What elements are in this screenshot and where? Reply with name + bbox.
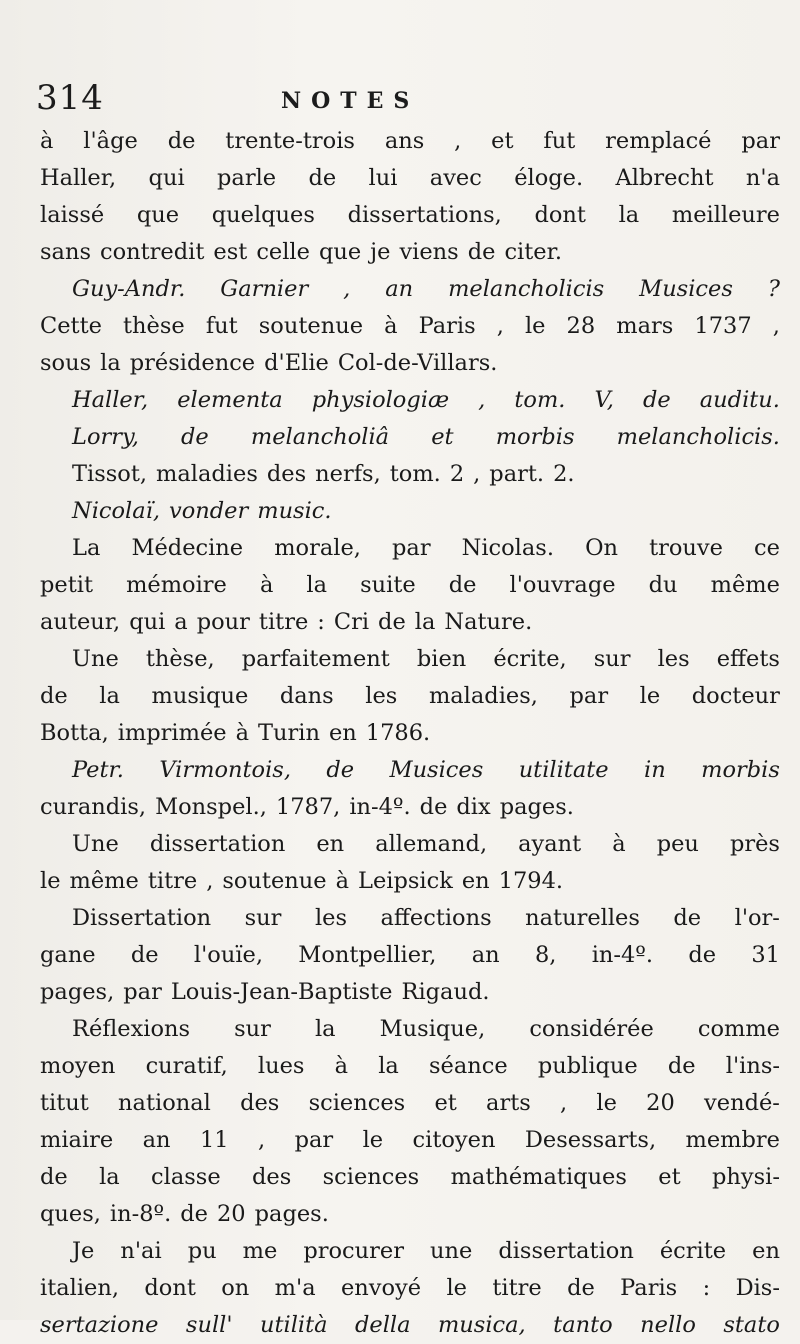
text-line: Guy-Andr. Garnier , an melancholicis Musices ? bbox=[72, 276, 780, 302]
text-line: laissé que quelques dissertations, dont la meilleure bbox=[40, 202, 780, 228]
text-line: Lorry, de melancholiâ et morbis melancholicis. bbox=[72, 424, 780, 450]
text-line: auteur, qui a pour titre : Cri de la Nature. bbox=[40, 609, 533, 635]
text-line: ques, in-8º. de 20 pages. bbox=[40, 1201, 329, 1227]
text-line: sous la présidence d'Elie Col-de-Villars. bbox=[40, 350, 498, 376]
text-line: titut national des sciences et arts , le 20 vendé- bbox=[40, 1090, 780, 1116]
text-line: sertazione sull' utilità della musica, tanto nello stato bbox=[40, 1312, 780, 1338]
text-line: le même titre , soutenue à Leipsick en 1794. bbox=[40, 868, 564, 894]
text-line: Tissot, maladies des nerfs, tom. 2 , part. 2. bbox=[72, 461, 575, 487]
text-line: Haller, qui parle de lui avec éloge. Albrecht n'a bbox=[40, 165, 780, 191]
body-text bbox=[40, 123, 780, 1344]
text-line: Botta, imprimée à Turin en 1786. bbox=[40, 720, 431, 746]
text-line: Réflexions sur la Musique, considérée comme bbox=[72, 1016, 780, 1042]
text-line: italien, dont on m'a envoyé le titre de Paris : Dis- bbox=[40, 1275, 780, 1301]
text-line: pages, par Louis-Jean-Baptiste Rigaud. bbox=[40, 979, 490, 1005]
text-line: Nicolaï, vonder music. bbox=[72, 498, 332, 524]
text-line: Petr. Virmontois, de Musices utilitate in morbis bbox=[72, 757, 780, 783]
text-line: sans contredit est celle que je viens de citer. bbox=[40, 239, 563, 265]
text-line: curandis, Monspel., 1787, in-4º. de dix pages. bbox=[40, 794, 574, 820]
text-line: miaire an 11 , par le citoyen Desessarts, membre bbox=[40, 1127, 780, 1153]
text-line: de la musique dans les maladies, par le docteur bbox=[40, 683, 780, 709]
text-line: Cette thèse fut soutenue à Paris , le 28 mars 1737 , bbox=[40, 313, 780, 339]
text-line: La Médecine morale, par Nicolas. On trouve ce bbox=[72, 535, 780, 561]
text-line: de la classe des sciences mathématiques et physi- bbox=[40, 1164, 780, 1190]
page-number: 314 bbox=[36, 78, 104, 118]
text-line: moyen curatif, lues à la séance publique de l'ins- bbox=[40, 1053, 780, 1079]
text-line: Une dissertation en allemand, ayant à peu près bbox=[72, 831, 780, 857]
text-line: gane de l'ouïe, Montpellier, an 8, in-4º. de 31 bbox=[40, 942, 780, 968]
text-line: Une thèse, parfaitement bien écrite, sur les effets bbox=[72, 646, 780, 672]
text-line: Je n'ai pu me procurer une dissertation écrite en bbox=[72, 1238, 780, 1264]
running-head bbox=[36, 78, 766, 128]
text-line: Dissertation sur les affections naturelles de l'or- bbox=[72, 905, 780, 931]
running-title: NOTES bbox=[281, 88, 420, 114]
text-line: à l'âge de trente-trois ans , et fut remplacé par bbox=[40, 128, 780, 154]
text-line: petit mémoire à la suite de l'ouvrage du même bbox=[40, 572, 780, 598]
text-line: Haller, elementa physiologiæ , tom. V, de auditu. bbox=[72, 387, 780, 413]
